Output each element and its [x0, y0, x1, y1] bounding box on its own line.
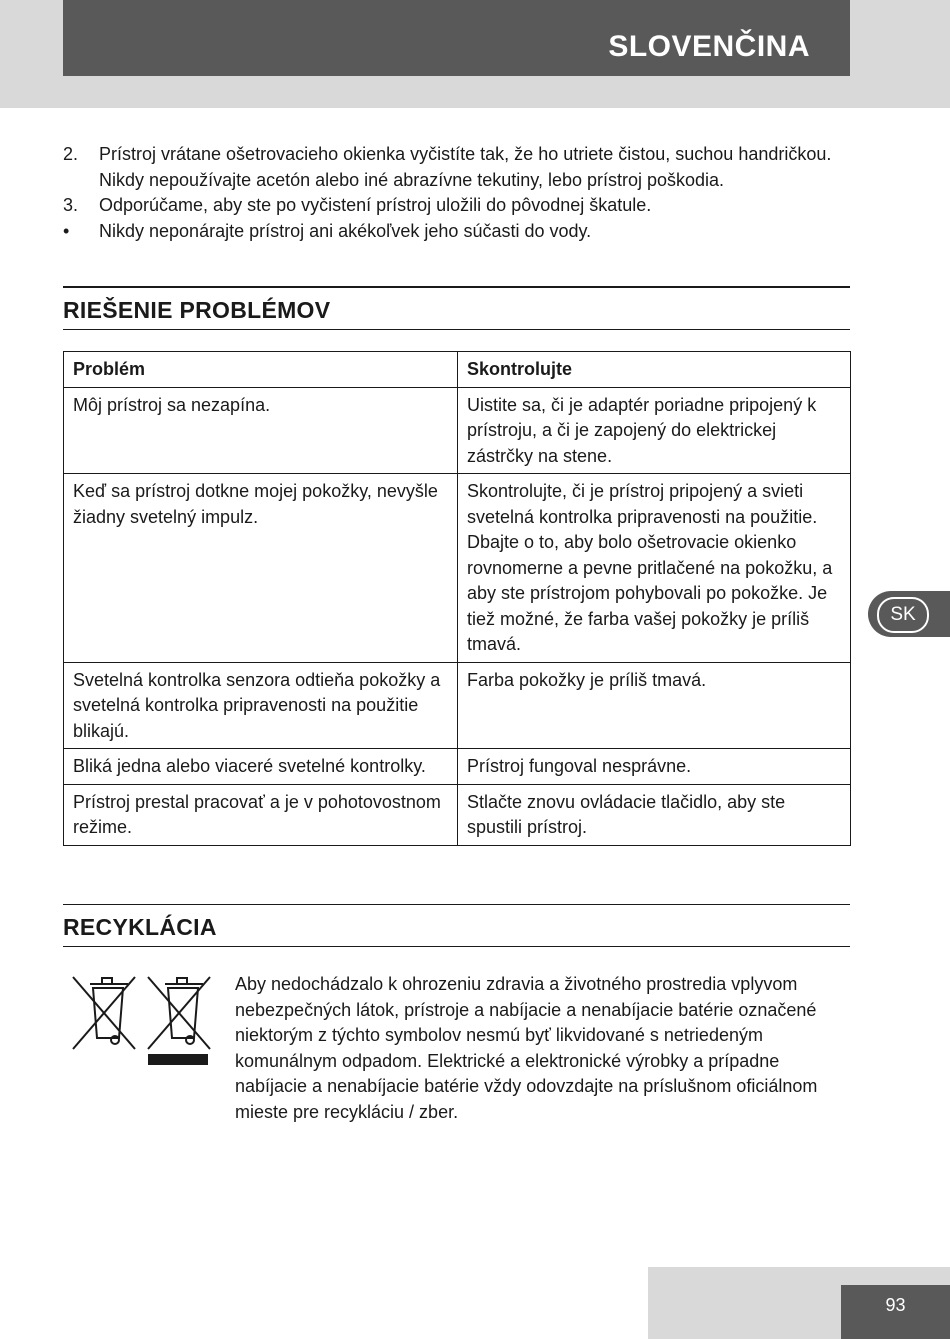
page-number: 93	[885, 1295, 906, 1315]
list-marker: 2.	[63, 144, 79, 164]
cleaning-steps-list	[63, 142, 850, 244]
section-divider-top	[63, 904, 850, 905]
column-header-problem: Problém	[64, 352, 458, 388]
crossed-out-wheelie-bin-with-bar-icon	[143, 972, 213, 1068]
check-cell: Uistite sa, či je adaptér poriadne pripojený k prístroju, a či je zapojený do elektrickej zástrčky na stene.	[458, 387, 851, 474]
list-item-text: Nikdy neponárajte prístroj ani akékoľvek jeho súčasti do vody.	[99, 220, 592, 241]
problem-cell: Prístroj prestal pracovať a je v pohotovostnom režime.	[64, 784, 458, 845]
crossed-out-wheelie-bin-icon	[68, 972, 138, 1052]
list-item	[63, 219, 850, 245]
troubleshooting-table	[63, 351, 851, 846]
section-divider-top	[63, 286, 850, 288]
troubleshooting-title: RIEŠENIE PROBLÉMOV	[63, 297, 331, 323]
list-marker: •	[63, 220, 70, 241]
language-title: SLOVENČINA	[608, 30, 810, 63]
list-item	[63, 193, 850, 219]
section-divider-bottom	[63, 946, 850, 947]
check-cell: Stlačte znovu ovládacie tlačidlo, aby ste spustili prístroj.	[458, 784, 851, 845]
check-cell: Skontrolujte, či je prístroj pripojený a svieti svetelná kontrolka pripravenosti na použitie. Dbajte o to, aby bolo ošetrovacie okienko rovnomerne a pevne pritlačené na pokožku, a aby ste prístrojom pohybovali po pokožke. Je tiež možné, že farba vašej pokožky je príliš tmavá.	[458, 474, 851, 663]
table-row	[64, 662, 851, 749]
check-cell: Farba pokožky je príliš tmavá.	[458, 662, 851, 749]
table-header-row	[64, 352, 851, 388]
problem-cell: Keď sa prístroj dotkne mojej pokožky, nevyšle žiadny svetelný impulz.	[64, 474, 458, 663]
page-number-box	[841, 1285, 950, 1339]
list-marker: 3.	[63, 195, 79, 215]
problem-cell: Svetelná kontrolka senzora odtieňa pokožky a svetelná kontrolka pripravenosti na použitie blikajú.	[64, 662, 458, 749]
language-side-tab	[868, 591, 950, 637]
recycling-title: RECYKLÁCIA	[63, 914, 217, 940]
list-item-text: Prístroj vrátane ošetrovacieho okienka vyčistíte tak, že ho utriete čistou, suchou handričkou. Nikdy nepoužívajte acetón alebo iné abrazívne tekutiny, lebo prístroj poškodia.	[99, 144, 832, 190]
check-cell: Prístroj fungoval nesprávne.	[458, 749, 851, 785]
table-row	[64, 749, 851, 785]
list-item	[63, 142, 850, 193]
language-code-badge: SK	[877, 597, 929, 633]
column-header-check: Skontrolujte	[458, 352, 851, 388]
recycling-symbols	[68, 972, 213, 1072]
table-row	[64, 784, 851, 845]
section-divider-bottom	[63, 329, 850, 330]
table-row	[64, 387, 851, 474]
list-item-text: Odporúčame, aby ste po vyčistení prístroj uložili do pôvodnej škatule.	[99, 195, 652, 215]
problem-cell: Môj prístroj sa nezapína.	[64, 387, 458, 474]
problem-cell: Bliká jedna alebo viaceré svetelné kontrolky.	[64, 749, 458, 785]
header-bar	[63, 0, 850, 76]
table-row	[64, 474, 851, 663]
recycling-paragraph: Aby nedochádzalo k ohrozeniu zdravia a životného prostredia vplyvom nebezpečných látok, prístroje a nabíjacie a nenabíjacie batérie označené niektorým z týchto symbolov nesmú byť likvidované s netriedeným komunálnym odpadom. Elektrické a elektronické výrobky a prípadne nabíjacie a nenabíjacie batérie vždy odovzdajte na príslušnom oficiálnom mieste pre recykláciu / zber.	[235, 974, 818, 1122]
